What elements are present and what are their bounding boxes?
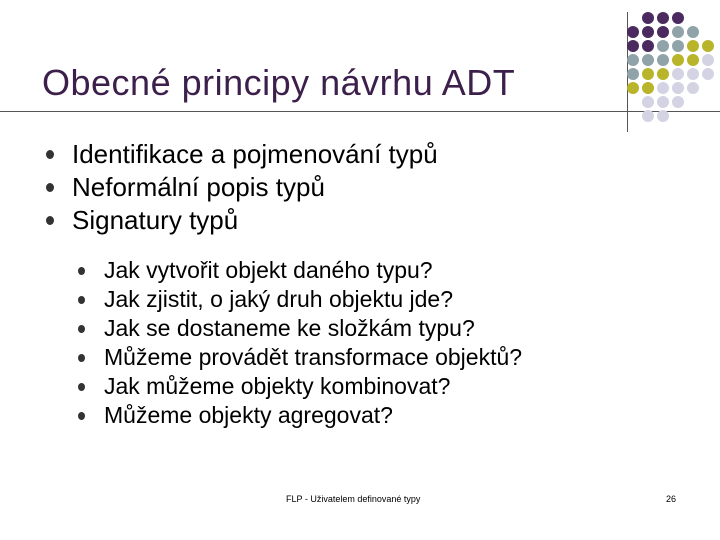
bullet-dot-icon [78, 267, 85, 275]
bullet-item [46, 204, 438, 237]
decor-dot-grid [0, 0, 720, 140]
decor-dot [672, 82, 684, 94]
sub-bullet-text: Jak zjistit, o jaký druh objektu jde? [104, 286, 454, 312]
decor-dot [642, 110, 654, 122]
decor-dot [657, 54, 669, 66]
bullet-item [46, 138, 438, 171]
sub-bullet-text: Jak vytvořit objekt daného typu? [104, 257, 433, 283]
decor-dot [657, 96, 669, 108]
decor-dot [702, 54, 714, 66]
sub-bullet-item [78, 372, 522, 401]
decor-dot [642, 96, 654, 108]
bullet-dot-icon [46, 216, 54, 225]
bullet-dot-icon [46, 150, 54, 159]
sub-bullet-item [78, 401, 522, 430]
decor-dot [627, 26, 639, 38]
decor-dot [642, 12, 654, 24]
decor-dot [642, 82, 654, 94]
decor-dot [642, 40, 654, 52]
bullet-text: Neformální popis typů [72, 172, 325, 202]
bullet-dot-icon [78, 296, 85, 304]
decor-dot [627, 54, 639, 66]
decor-dot [657, 26, 669, 38]
sub-bullet-text: Můžeme provádět transformace objektů? [104, 344, 523, 370]
decor-dot [627, 68, 639, 80]
decor-dot [687, 54, 699, 66]
decor-dot [657, 12, 669, 24]
decor-dot [657, 68, 669, 80]
sub-bullet-item [78, 314, 522, 343]
sub-bullet-text: Můžeme objekty agregovat? [104, 402, 393, 428]
decor-dot [672, 12, 684, 24]
slide-footer: FLP - Uživatelem definované typy [286, 494, 421, 504]
bullet-dot-icon [78, 325, 85, 333]
sub-bullet-list [78, 256, 522, 430]
sub-bullet-text: Jak můžeme objekty kombinovat? [104, 373, 451, 399]
bullet-dot-icon [78, 354, 85, 362]
bullet-text: Signatury typů [72, 205, 239, 235]
decor-dot [672, 40, 684, 52]
bullet-item [46, 171, 438, 204]
decor-dot [642, 26, 654, 38]
decor-dot [627, 40, 639, 52]
sub-bullet-item [78, 285, 522, 314]
decor-dot [672, 68, 684, 80]
decor-dot [687, 40, 699, 52]
decor-dot [672, 54, 684, 66]
decor-dot [672, 96, 684, 108]
page-number: 26 [665, 494, 676, 504]
decor-dot [657, 110, 669, 122]
sub-bullet-item [78, 256, 522, 285]
decor-dot [687, 26, 699, 38]
decor-dot [642, 54, 654, 66]
sub-bullet-item [78, 343, 522, 372]
slide-title: Obecné principy návrhu ADT [42, 62, 516, 103]
decor-dot [702, 68, 714, 80]
decor-dot [687, 82, 699, 94]
decor-dot [642, 68, 654, 80]
bullet-dot-icon [78, 412, 85, 420]
decor-dot [702, 40, 714, 52]
decor-dot [687, 68, 699, 80]
bullet-dot-icon [78, 383, 85, 391]
decor-dot [627, 82, 639, 94]
decor-dot [657, 40, 669, 52]
bullet-text: Identifikace a pojmenování typů [72, 139, 438, 169]
decor-dot [672, 26, 684, 38]
sub-bullet-text: Jak se dostaneme ke složkám typu? [104, 315, 475, 341]
main-bullet-list [46, 138, 438, 237]
bullet-dot-icon [46, 183, 54, 192]
decor-dot [657, 82, 669, 94]
